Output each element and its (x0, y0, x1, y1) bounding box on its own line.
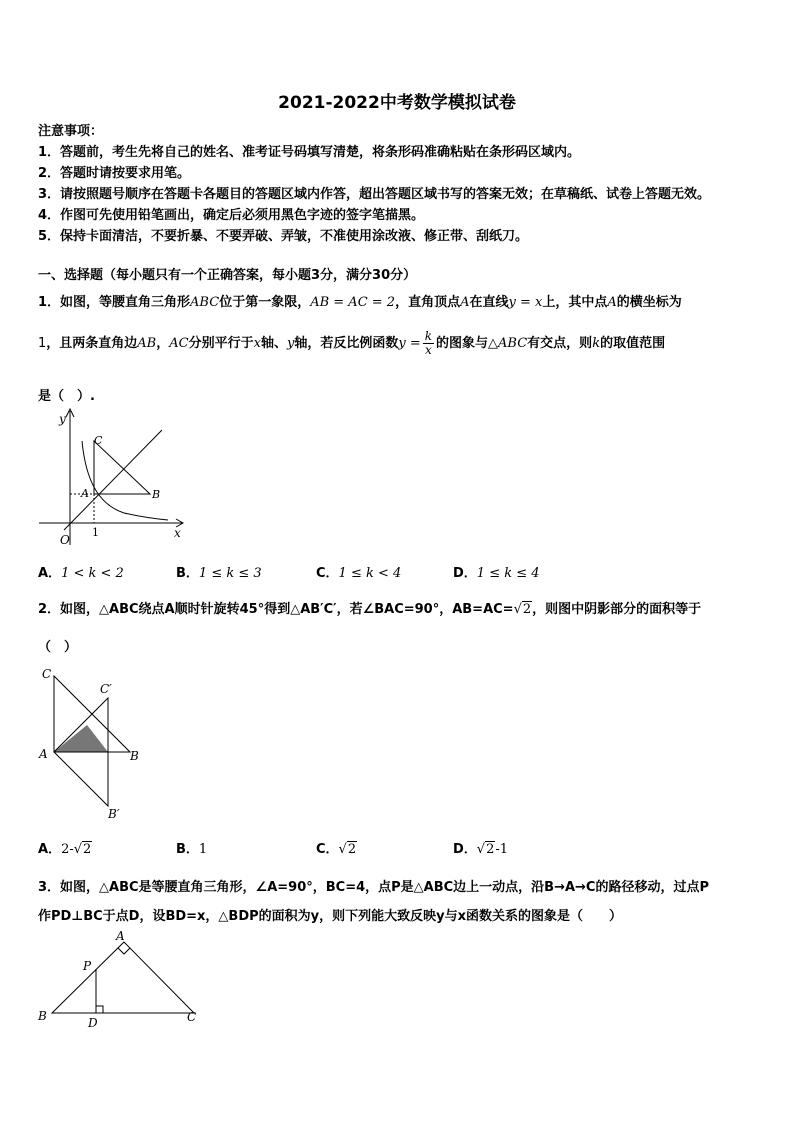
hyperbola-curve (82, 441, 168, 520)
q2-option-d[interactable]: D．√2-1 (453, 842, 509, 857)
point-c-prime-label: C′ (100, 682, 112, 696)
q2-line-1: 2．如图，△ABC绕点A顺时针旋转45°得到△AB′C′，若∠BAC=90°，AB=AC=√2，则图中阴影部分的面积等于 (38, 602, 702, 617)
point-d-label: D (88, 1016, 98, 1030)
point-c-label: C (94, 434, 103, 447)
q1-line-2: 1，且两条直角边AB，AC分别平行于x轴、y轴，若反比例函数y = $\frac{k}{x}$ 的图象与△ABC有交点，则k的取值范围 (38, 329, 666, 357)
fraction-k-over-x: $\frac{k}{x}$ (424, 329, 433, 357)
q1-line-1: 1．如图，等腰直角三角形ABC位于第一象限，AB = AC = 2，直角顶点A在直线y = x上，其中点A的横坐标为 (38, 295, 682, 310)
triangle-abc (94, 441, 150, 494)
q2-figure (34, 660, 164, 825)
point-b-label: B (152, 488, 161, 501)
point-b-prime-label: B′ (108, 807, 120, 821)
notice-heading: 注意事项： (38, 124, 104, 139)
x-axis-label: x (174, 526, 181, 540)
q1-option-a[interactable]: A．1 < k < 2 (38, 566, 124, 581)
page-title: 2021-2022中考数学模拟试卷 (278, 93, 516, 113)
right-angle-mark-d (96, 1006, 103, 1013)
right-angle-mark-a (118, 948, 130, 954)
notice-item: 2．答题时请按要求用笔。 (38, 166, 191, 181)
q2-line-2: （ ） (38, 640, 78, 655)
q3-line-2: 作PD⊥BC于点D，设BD=x，△BDP的面积为y，则下列能大致反映y与x函数关系的图象是（ ） (38, 909, 622, 924)
point-a-label: A (81, 487, 89, 500)
q1-option-c[interactable]: C．1 ≤ k < 4 (316, 566, 402, 581)
notice-item: 1．答题前，考生先将自己的姓名、准考证号码填写清楚，将条形码准确粘贴在条形码区域内。 (38, 145, 581, 160)
point-c-label: C (187, 1010, 197, 1024)
q2-option-b[interactable]: B．1 (176, 842, 208, 857)
q1-option-b[interactable]: B．1 ≤ k ≤ 3 (176, 566, 262, 581)
point-a-label: A (39, 747, 48, 761)
tick-label-one: 1 (92, 526, 99, 539)
point-b-label: B (38, 1009, 47, 1023)
notice-item: 3．请按照题号顺序在答题卡各题目的答题区域内作答，超出答题区域书写的答案无效；在草稿纸、试卷上答题无效。 (38, 187, 711, 202)
q1-line-3: 是（ ）. (38, 389, 95, 404)
notice-item: 5．保持卡面清洁，不要折暴、不要弄破、弄皱，不准使用涂改液、修正带、刮纸刀。 (38, 229, 529, 244)
sqrt-2: √2 (513, 602, 532, 617)
section-heading: 一、选择题（每小题只有一个正确答案，每小题3分，满分30分） (38, 268, 417, 283)
origin-label: O (60, 533, 70, 547)
q3-line-1: 3．如图，△ABC是等腰直角三角形，∠A=90°，BC=4，点P是△ABC边上一动点，沿B→A→C的路径移动，过点P (38, 880, 709, 895)
point-b-label: B (130, 749, 139, 763)
q2-option-a[interactable]: A．2-√2 (38, 842, 92, 857)
point-a-label: A (116, 929, 125, 943)
notice-item: 4．作图可先使用铅笔画出，确定后必须用黑色字迹的签字笔描黑。 (38, 208, 425, 223)
line-y-equals-x (64, 430, 162, 530)
point-p-label: P (83, 959, 92, 973)
q1-figure (34, 405, 194, 553)
point-c-label: C (42, 667, 52, 681)
y-axis-label: y (59, 412, 66, 426)
shaded-region (54, 725, 108, 752)
q3-figure (34, 928, 209, 1033)
q1-option-d[interactable]: D．1 ≤ k ≤ 4 (453, 566, 540, 581)
q2-option-c[interactable]: C．√2 (316, 842, 357, 857)
